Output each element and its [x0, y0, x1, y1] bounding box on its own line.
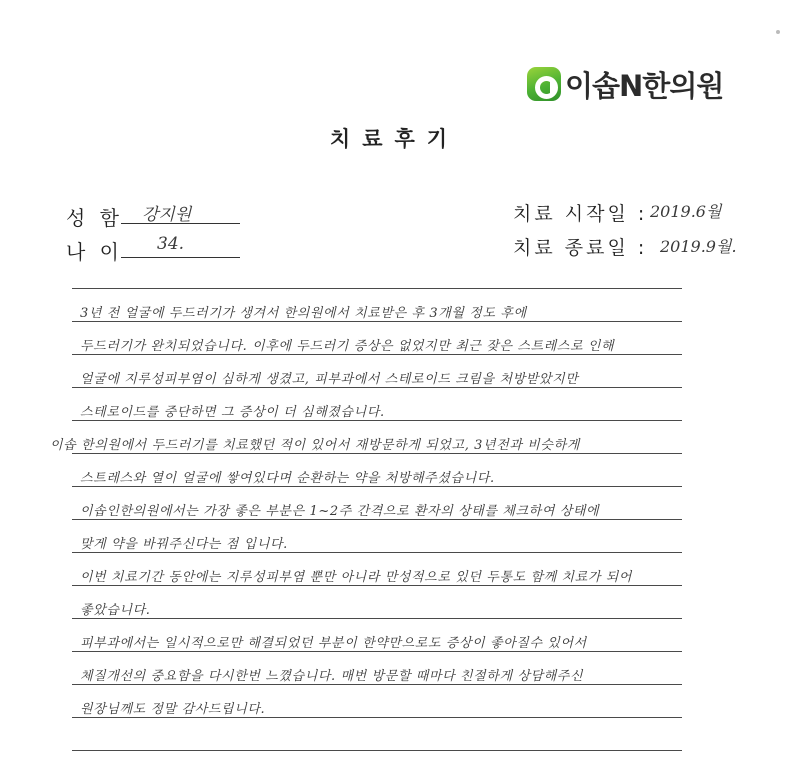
ruled-line: [72, 684, 682, 685]
ruled-line: [72, 387, 682, 388]
start-date-value: 2019.6월: [650, 202, 722, 221]
ruled-line: [72, 453, 682, 454]
clinic-name: 이솝N한의원: [565, 68, 724, 103]
ruled-line: [72, 717, 682, 718]
ruled-line: [72, 354, 682, 355]
ruled-line: [72, 420, 682, 421]
age-label: 나 이: [66, 240, 123, 264]
review-line: 두드러기가 완치되었습니다. 이후에 두드러기 증상은 없었지만 최근 잦은 스트레스로 인해: [80, 339, 615, 354]
name-value: 강지원: [142, 205, 192, 225]
review-line: 얼굴에 지루성피부염이 심하게 생겼고, 피부과에서 스테로이드 크림을 처방받았지만: [80, 372, 579, 387]
clinic-logo: [527, 64, 723, 104]
review-line: 3년 전 얼굴에 두드러기가 생겨서 한의원에서 치료받은 후 3개월 정도 후에: [80, 306, 527, 321]
end-date-value: 2019.9월.: [660, 237, 737, 256]
ruled-line: [72, 552, 682, 553]
ruled-line: [72, 618, 682, 619]
review-line: 좋았습니다.: [80, 603, 151, 618]
ruled-line: [72, 486, 682, 487]
review-line: 스테로이드를 중단하면 그 증상이 더 심해졌습니다.: [80, 405, 385, 420]
ruled-line: [72, 750, 682, 751]
review-line: 스트레스와 열이 얼굴에 쌓여있다며 순환하는 약을 처방해주셨습니다.: [80, 471, 495, 486]
review-line: 이번 치료기간 동안에는 지루성피부염 뿐만 아니라 만성적으로 있던 두통도 함께 치료가 되어: [80, 570, 633, 585]
ruled-line: [72, 288, 682, 289]
review-line: 이솝인한의원에서는 가장 좋은 부분은 1~2주 간격으로 환자의 상태를 체크하여 상태에: [80, 504, 600, 519]
ruled-line: [72, 519, 682, 520]
end-date-label: 치료 종료일 :: [513, 237, 648, 259]
scan-speck: [776, 30, 780, 34]
age-value: 34.: [157, 234, 185, 254]
start-date-label: 치료 시작일 :: [513, 203, 648, 225]
review-line: 피부과에서는 일시적으로만 해결되었던 부분이 한약만으로도 증상이 좋아질수 있어서: [80, 636, 587, 651]
ruled-line: [72, 585, 682, 586]
name-label: 성 함: [66, 206, 123, 230]
logo-mark-icon: [527, 67, 561, 101]
review-line: 체질개선의 중요함을 다시한번 느꼈습니다. 매번 방문할 때마다 친절하게 상담해주신: [80, 669, 584, 684]
review-line: 원장님께도 정말 감사드립니다.: [80, 702, 266, 717]
ruled-line: [72, 321, 682, 322]
ruled-line: [72, 651, 682, 652]
review-line: 이솝 한의원에서 두드러기를 치료했던 적이 있어서 재방문하게 되었고, 3년전과 비슷하게: [50, 438, 580, 453]
document-title: 치료후기: [329, 127, 460, 151]
review-line: 맞게 약을 바꿔주신다는 점 입니다.: [80, 537, 288, 552]
